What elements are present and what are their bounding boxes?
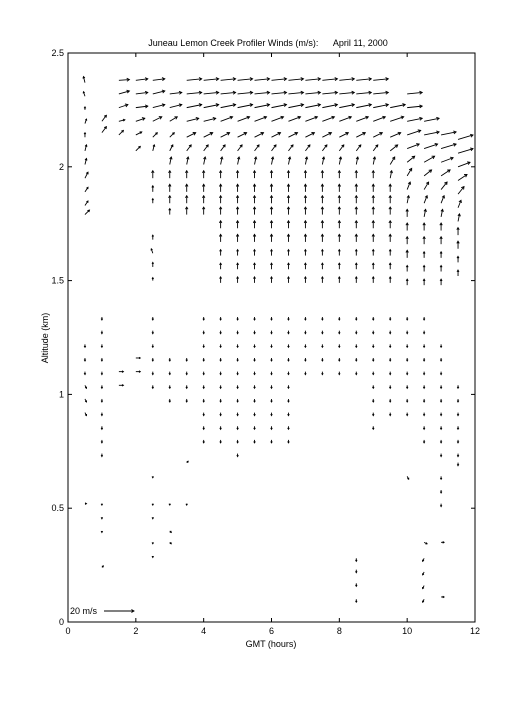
wind-vector <box>187 461 189 463</box>
x-tick-label: 12 <box>469 626 481 636</box>
scale-legend-label: 20 m/s <box>70 606 98 616</box>
wind-vector <box>186 504 188 506</box>
wind-vector <box>169 504 171 506</box>
x-axis-label: GMT (hours) <box>245 639 297 649</box>
x-tick-label: 8 <box>336 626 342 636</box>
x-tick-label: 6 <box>268 626 275 636</box>
y-axis-label: Altitude (km) <box>40 312 50 364</box>
wind-vector <box>152 476 154 478</box>
wind-vector <box>101 531 103 533</box>
y-tick-label: 2 <box>58 161 64 172</box>
wind-vector <box>101 517 103 519</box>
y-tick-label: 0.5 <box>51 503 64 514</box>
wind-vector <box>170 542 172 544</box>
wind-vector <box>101 504 103 506</box>
y-tick-label: 1.5 <box>51 275 64 286</box>
wind-vector <box>102 566 104 568</box>
chart-title: Juneau Lemon Creek Profiler Winds (m/s): April 11, 2000 <box>148 38 388 48</box>
x-tick-label: 2 <box>133 626 139 636</box>
y-tick-label: 0 <box>58 617 64 627</box>
x-tick-label: 4 <box>201 626 207 636</box>
x-tick-label: 0 <box>65 626 71 636</box>
wind-vector <box>152 517 154 519</box>
wind-vector <box>85 503 87 505</box>
wind-vector <box>170 531 172 533</box>
y-tick-label: 2.5 <box>51 48 64 58</box>
x-tick-label: 10 <box>402 626 413 636</box>
wind-vector <box>152 556 154 558</box>
y-tick-label: 1 <box>58 389 64 400</box>
wind-vector <box>152 542 154 544</box>
wind-vector <box>152 504 154 506</box>
